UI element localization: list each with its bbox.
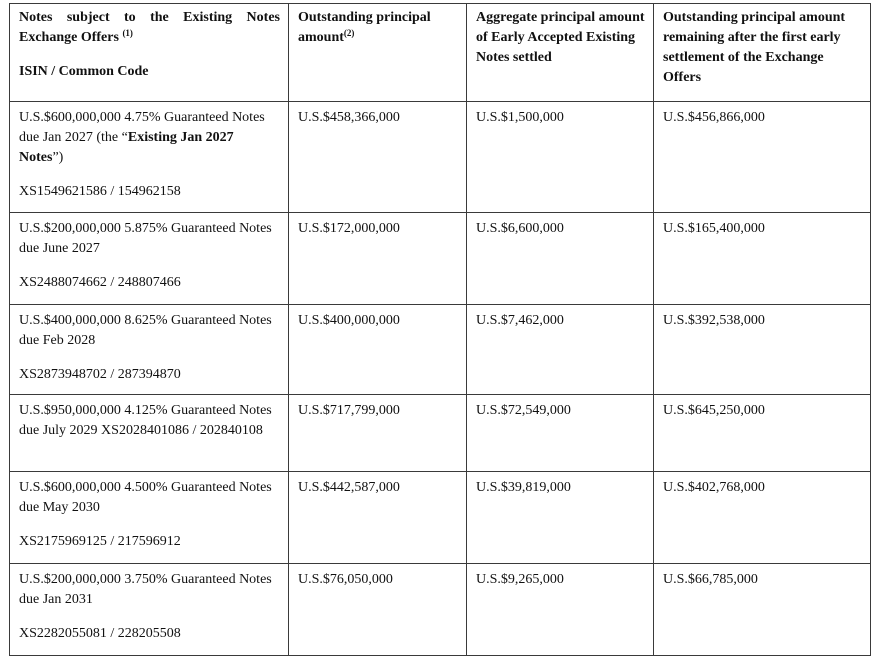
isin-common-code: XS2873948702 / 287394870: [19, 367, 181, 382]
settled-amount: U.S.$6,600,000: [476, 221, 564, 236]
outstanding-amount: U.S.$172,000,000: [298, 221, 400, 236]
remaining-cell: [654, 213, 871, 305]
header-outstanding-cell: [289, 4, 467, 102]
outstanding-amount: U.S.$400,000,000: [298, 313, 400, 328]
remaining-cell: [654, 472, 871, 564]
settled-amount: U.S.$9,265,000: [476, 572, 564, 587]
settled-amount: U.S.$1,500,000: [476, 110, 564, 125]
note-description: U.S.$600,000,000 4.75% Guaranteed Notes due Jan 2027 (the “Existing Jan 2027 Notes”): [19, 110, 265, 165]
settled-cell: [467, 305, 654, 395]
outstanding-amount: U.S.$442,587,000: [298, 480, 400, 495]
header-settled-label: Aggregate principal amount of Early Accepted Existing Notes settled: [476, 10, 645, 65]
outstanding-cell: [289, 102, 467, 213]
outstanding-cell: [289, 305, 467, 395]
isin-common-code: XS2488074662 / 248807466: [19, 275, 181, 290]
outstanding-amount: U.S.$76,050,000: [298, 572, 393, 587]
note-description-cell: [10, 305, 289, 395]
footnote-1-marker: (1): [122, 28, 133, 38]
note-description-cell: [10, 102, 289, 213]
note-description: U.S.$400,000,000 8.625% Guaranteed Notes due Feb 2028: [19, 313, 272, 348]
note-description: U.S.$200,000,000 3.750% Guaranteed Notes due Jan 2031: [19, 572, 272, 607]
table-row: [10, 564, 871, 656]
note-description-cell: [10, 213, 289, 305]
table-row: [10, 213, 871, 305]
remaining-amount: U.S.$402,768,000: [663, 480, 765, 495]
remaining-amount: U.S.$456,866,000: [663, 110, 765, 125]
isin-common-code: XS2175969125 / 217596912: [19, 534, 181, 549]
settled-amount: U.S.$39,819,000: [476, 480, 571, 495]
outstanding-cell: [289, 213, 467, 305]
isin-common-code: XS2282055081 / 228205508: [19, 626, 181, 641]
table-row: [10, 472, 871, 564]
settled-cell: [467, 472, 654, 564]
settled-cell: [467, 395, 654, 472]
header-outstanding-label: Outstanding principal amount: [298, 10, 431, 45]
outstanding-amount: U.S.$458,366,000: [298, 110, 400, 125]
settled-cell: [467, 102, 654, 213]
remaining-cell: [654, 305, 871, 395]
table-row: [10, 102, 871, 213]
table-row: [10, 305, 871, 395]
header-remaining-label: Outstanding principal amount remaining after the first early settlement of the Exchange Offers: [663, 10, 846, 85]
note-description-cell: [10, 564, 289, 656]
remaining-amount: U.S.$165,400,000: [663, 221, 765, 236]
header-notes-label: Notes subject to the Existing Notes Exchange Offers $^{(1)}$: [19, 10, 280, 45]
remaining-cell: [654, 564, 871, 656]
header-notes-cell: [10, 4, 289, 102]
remaining-amount: U.S.$392,538,000: [663, 313, 765, 328]
table-header-row: [10, 4, 871, 102]
footnote-2-marker: (2): [343, 28, 355, 38]
settled-amount: U.S.$7,462,000: [476, 313, 564, 328]
settled-cell: [467, 564, 654, 656]
outstanding-cell: [289, 395, 467, 472]
table-row: [10, 395, 871, 472]
remaining-amount: U.S.$66,785,000: [663, 572, 758, 587]
note-description-cell: [10, 395, 289, 472]
outstanding-cell: [289, 472, 467, 564]
existing-notes-table: [9, 3, 871, 656]
header-settled-cell: [467, 4, 654, 102]
outstanding-cell: [289, 564, 467, 656]
header-remaining-cell: [654, 4, 871, 102]
header-isin-label: ISIN / Common Code: [19, 64, 149, 79]
note-description: U.S.$600,000,000 4.500% Guaranteed Notes due May 2030: [19, 480, 272, 515]
note-description: U.S.$200,000,000 5.875% Guaranteed Notes due June 2027: [19, 221, 272, 256]
outstanding-amount: U.S.$717,799,000: [298, 403, 400, 418]
remaining-amount: U.S.$645,250,000: [663, 403, 765, 418]
isin-common-code: XS1549621586 / 154962158: [19, 184, 181, 199]
settled-amount: U.S.$72,549,000: [476, 403, 571, 418]
remaining-cell: [654, 102, 871, 213]
remaining-cell: [654, 395, 871, 472]
settled-cell: [467, 213, 654, 305]
note-description: U.S.$950,000,000 4.125% Guaranteed Notes due July 2029 XS2028401086 / 202840108: [19, 403, 272, 438]
note-description-cell: [10, 472, 289, 564]
